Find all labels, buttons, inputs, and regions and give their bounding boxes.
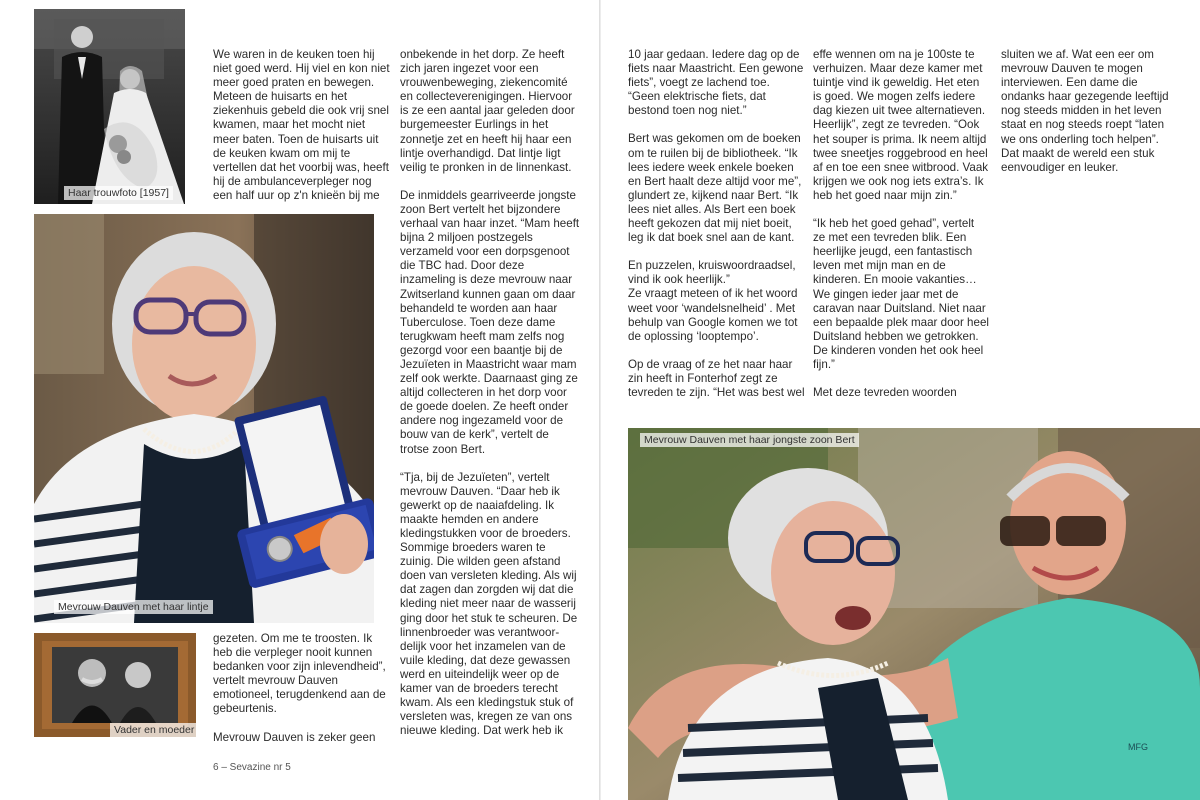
- paragraph: gezeten. Om me te troosten. Ik heb die verpleger nooit kunnen bedanken voor zijn inlevendheid”, vertelt mevrouw Dauven emotioneel, terugdenkend aan de gebeurtenis.: [213, 632, 386, 716]
- paragraph: Mevrouw Dauven is zeker geen: [213, 730, 376, 744]
- mother-son-photo-caption: Mevrouw Dauven met haar jongste zoon Bert: [640, 433, 859, 447]
- paragraph: Met deze tevreden woorden: [813, 386, 957, 400]
- paragraph: effe wennen om na je 100ste te verhuizen. Maar deze kamer met tuintje vind ik geweldig. Het eten is goed. We mogen zelfs iedere dag kiezen uit twee alternatieven. Heerlijk”, zegt ze tevreden. “Ook het souper is prima. Ik neem altijd twee sneetjes roggebrood en heel af en toe een snee witbrood. Vaak krijgen we ook nog iets extra’s. Ik heb het goed naar mijn zin.”: [813, 48, 989, 202]
- woman-with-medal-image: [34, 214, 374, 623]
- medal-photo: [34, 214, 374, 623]
- paragraph: “Ik heb het goed gehad”, vertelt ze met een tevreden blik. Een heerlijke jeugd, een fantastisch leven met mijn man en de kinderen. En mooie vakanties… We gingen ieder jaar met de caravan naar Duitsland. Niet naar een bepaalde plek maar door heel Duitsland hebben we getrokken. De kinderen vonden het ook heel fijn.”: [813, 217, 989, 371]
- column-4: [813, 48, 998, 400]
- column-1-bottom: [213, 632, 393, 745]
- paragraph: 10 jaar gedaan. Iedere dag op de fiets naar Maastricht. Een gewone fiets”, voegt ze lachend toe. “Geen elektrische fiets, dat bestond toen nog niet.”: [628, 48, 804, 118]
- parents-photo-image: [34, 633, 196, 737]
- paragraph: “Tja, bij de Jezuïeten”, vertelt mevrouw Dauven. “Daar heb ik gewerkt op de naaiafdeling. Ik maakte hemden en andere kledingstukken voor de broeders. Sommige broeders waren te zuinig. Die wilden geen afstand doen van versleten kleding. Als wij dat zagen dan zorgden wij dat die kleding niet meer naar de wasserij ging door het stuk te scheuren. De linnenbroeder was verantwoor- delijk voor het inzamelen van de vuile kleding, dat deze gewassen werd en uiteindelijk weer op de kamer van de broeders terecht kwam. Als een kledingstuk stuk of versleten was, kregen ze van ons nieuwe kleding. Dat werk heb ik: [400, 470, 578, 738]
- paragraph: De inmiddels gearriveerde jongste zoon Bert vertelt het bijzondere verhaal van haar inzet. “Mam heeft bijna 2 miljoen postzegels verzameld voor een dorpsgenoot die TBC had. Door deze inzameling is deze mevrouw naar Zwitserland kunnen gaan om daar behandeld te worden aan haar Tuberculose. Toen deze dame terugkwam heeft mam zelfs nog gezorgd voor een baantje bij de Jezuïeten in Maastricht waar mam zelf ook werkte. Daarnaast ging ze altijd collecteren in het dorp voor de goede doelen. Ze heeft onder andere nog ingezameld voor de bouw van de kerk”, vertelt de trotse zoon Bert.: [400, 188, 580, 456]
- paragraph: Bert was gekomen om de boeken om te ruilen bij de bibliotheek. “Ik lees iedere week enkele boeken en Bert haalt deze altijd voor me”, glundert ze, kijkend naar Bert. “Ik lees niet alles. Als Bert een boek heeft gekozen dat mij niet boeit, leg ik dat boek snel aan de kant.: [628, 132, 802, 245]
- wedding-photo-caption: Haar trouwfoto [1957]: [64, 186, 173, 200]
- paragraph: En puzzelen, kruiswoordraadsel, vind ik ook heerlijk.” Ze vraagt meteen of ik het woord weet voor ‘wandelsnelheid’ . Met behulp van Google komen we tot de oplossing ‘looptempo’.: [628, 259, 798, 343]
- column-1-top: [213, 48, 393, 203]
- parents-photo-caption: Vader en moeder: [110, 723, 196, 737]
- medal-photo-caption: Mevrouw Dauven met haar lintje: [54, 600, 213, 614]
- mother-son-photo: [628, 428, 1200, 800]
- wedding-photo: [34, 9, 185, 204]
- shirt-logo-text: MFG: [1128, 742, 1148, 752]
- parents-photo: [34, 633, 196, 737]
- paragraph: onbekende in het dorp. Ze heeft zich jaren ingezet voor een vrouwenbeweging, ziekencomité en collecteverenigingen. Hiervoor is ze een aantal jaar geleden door burgemeester Eurlings in het zonnetje zet en heeft hij haar een lintje overhandigd. Dat lintje ligt veilig te pronken in de linnenkast.: [400, 48, 575, 174]
- column-3: [628, 48, 808, 400]
- column-5: [1001, 48, 1191, 175]
- right-page: [601, 0, 1200, 800]
- column-2: [400, 48, 590, 738]
- left-page: [0, 0, 599, 800]
- paragraph: sluiten we af. Wat een eer om mevrouw Dauven te mogen interviewen. Een dame die ondanks haar gezegende leeftijd nog steeds midden in het leven staat en nog steeds roept “laten we ons onderling toch helpen”. Dat maakt de wereld een stuk eenvoudiger en leuker.: [1001, 48, 1169, 174]
- paragraph: We waren in de keuken toen hij niet goed werd. Hij viel en kon niet meer goed praten en bewegen. Meteen de huisarts en het ziekenhuis gebeld die ook vrij snel kwamen, maar het mocht niet meer baten. Toen de huisarts uit de keuken kwam om mij te vertellen dat het voorbij was, heeft hij de ambulanceverpleger nog een half uur op z'n knieën bij me: [213, 48, 390, 202]
- paragraph: Op de vraag of ze het naar haar zin heeft in Fonterhof zegt ze tevreden te zijn. “Het was best wel: [628, 357, 805, 399]
- wedding-photo-image: [34, 9, 185, 204]
- page-footer: 6 – Sevazine nr 5: [213, 762, 291, 773]
- mother-son-image: [628, 428, 1200, 800]
